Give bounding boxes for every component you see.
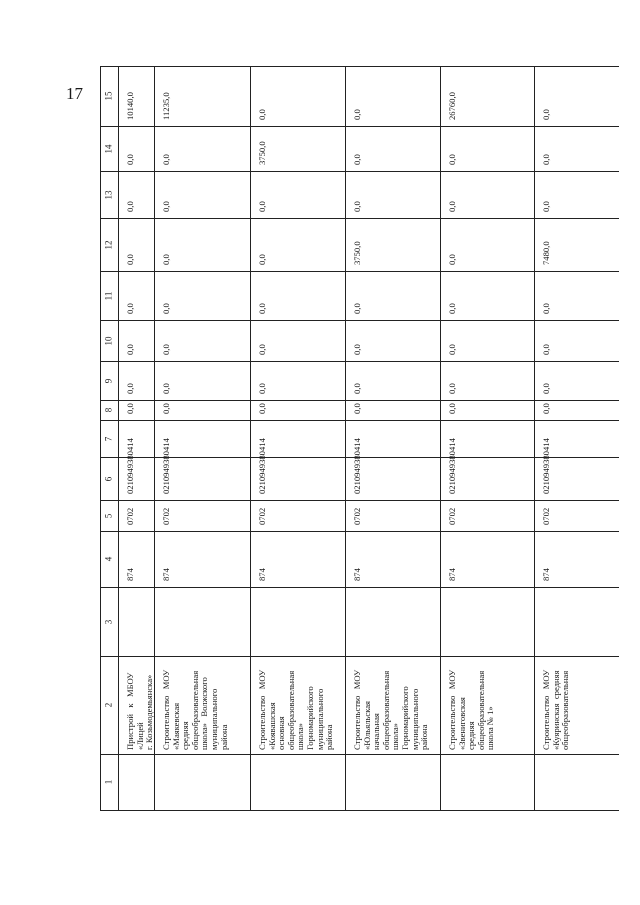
table-cell: 874	[541, 568, 551, 581]
column-divider	[100, 400, 619, 401]
column-number: 2	[103, 702, 114, 708]
column-divider	[100, 66, 619, 67]
row-divider	[440, 66, 441, 810]
table-cell: 0,0	[447, 154, 457, 165]
table-cell: 0,0	[125, 403, 135, 414]
row-description: Строительство МОУ «Звениговская средняя общеобразовательная школа № 1»	[447, 669, 496, 750]
table-cell: 0,0	[257, 303, 267, 314]
table-cell: 0,0	[447, 303, 457, 314]
table-cell: 0,0	[125, 254, 135, 265]
column-number: 15	[103, 91, 114, 101]
table-cell: 0210949380	[352, 451, 362, 494]
page-number: 17	[66, 84, 83, 103]
table-cell: 26760,0	[447, 92, 457, 120]
column-number: 13	[103, 190, 114, 199]
table-cell: 0,0	[541, 154, 551, 165]
table-cell: 0,0	[447, 201, 457, 212]
table-cell: 0,0	[257, 383, 267, 394]
row-description: Строительство МОУ «Юльяльская начальная общеобразовательная школа» Горномарийского муниципального района	[352, 669, 430, 750]
table-cell: 0,0	[161, 154, 171, 165]
table-cell: 0702	[161, 507, 171, 525]
column-divider	[100, 500, 619, 501]
table-cell: 414	[161, 438, 171, 451]
table-cell: 0,0	[352, 201, 362, 212]
table-cell: 3750,0	[257, 141, 267, 165]
column-divider	[100, 320, 619, 321]
table-cell: 0,0	[541, 344, 551, 355]
column-number: 11	[103, 291, 114, 300]
table-cell: 414	[125, 438, 135, 451]
table-cell: 0,0	[161, 303, 171, 314]
table-cell: 0,0	[125, 154, 135, 165]
header-separator	[118, 66, 119, 810]
table-cell: 414	[257, 438, 267, 451]
column-number: 6	[103, 476, 114, 481]
table-cell: 0,0	[541, 383, 551, 394]
table-cell: 0,0	[125, 344, 135, 355]
table-cell: 414	[352, 438, 362, 451]
column-number: 12	[103, 240, 114, 249]
table-cell: 0,0	[352, 403, 362, 414]
table-cell: 874	[125, 568, 135, 581]
table-cell: 3750,0	[352, 241, 362, 265]
column-divider	[100, 810, 619, 811]
row-description: Строительство МОУ «Маякевская средняя общеобразовательная школа» Волжского муниципального района	[161, 669, 229, 750]
table-cell: 0210949380	[125, 451, 135, 494]
column-divider	[100, 754, 619, 755]
column-number: 1	[103, 779, 114, 785]
column-number: 5	[103, 513, 114, 518]
table-cell: 874	[447, 568, 457, 581]
budget-table	[100, 66, 619, 810]
table-cell: 0702	[125, 507, 135, 525]
table-cell: 0,0	[352, 383, 362, 394]
table-cell: 0,0	[352, 154, 362, 165]
table-cell: 0,0	[352, 303, 362, 314]
row-divider	[345, 66, 346, 810]
table-cell: 0702	[447, 507, 457, 525]
row-description: Строительство МОУ «Куяринская средняя общеобразовательная	[541, 669, 571, 750]
table-cell: 0,0	[447, 344, 457, 355]
table-cell: 7480,0	[541, 241, 551, 265]
table-cell: 0,0	[161, 201, 171, 212]
table-cell: 0,0	[257, 344, 267, 355]
table-cell: 0702	[257, 507, 267, 525]
column-number: 10	[103, 336, 114, 345]
table-cell: 0,0	[161, 403, 171, 414]
column-divider	[100, 361, 619, 362]
table-cell: 0,0	[257, 109, 267, 120]
column-divider	[100, 218, 619, 219]
column-number: 8	[103, 407, 114, 413]
column-number: 3	[103, 619, 114, 624]
table-cell: 0,0	[161, 344, 171, 355]
table-cell: 0,0	[161, 254, 171, 265]
table-cell: 0210949380	[541, 451, 551, 494]
column-number: 14	[103, 144, 114, 153]
table-cell: 0,0	[257, 403, 267, 414]
row-divider	[534, 66, 535, 810]
column-divider	[100, 126, 619, 127]
table-cell: 0210949380	[447, 451, 457, 494]
column-number: 9	[103, 378, 114, 383]
column-divider	[100, 587, 619, 588]
table-cell: 0702	[352, 507, 362, 525]
table-cell: 0,0	[352, 344, 362, 355]
table-cell: 0210949380	[257, 451, 267, 494]
table-cell: 0,0	[125, 383, 135, 394]
table-cell: 0,0	[541, 201, 551, 212]
table-cell: 0,0	[541, 109, 551, 120]
table-cell: 874	[352, 568, 362, 581]
column-divider	[100, 271, 619, 272]
table-cell: 0,0	[125, 303, 135, 314]
table-cell: 0702	[541, 507, 551, 525]
table-cell: 874	[257, 568, 267, 581]
table-cell: 0,0	[161, 383, 171, 394]
table-cell: 414	[541, 438, 551, 451]
table-cell: 0,0	[257, 254, 267, 265]
table-cell: 414	[447, 438, 457, 451]
table-cell: 0,0	[352, 109, 362, 120]
column-number: 4	[103, 556, 114, 562]
table-cell: 0,0	[447, 254, 457, 265]
table-cell: 10140,0	[125, 92, 135, 120]
table-border	[100, 66, 101, 810]
column-divider	[100, 531, 619, 532]
row-description: Пристрой к МБОУ «Лицей г. Козьмодемьянска»	[125, 672, 155, 750]
table-cell: 0,0	[447, 383, 457, 394]
table-cell: 0,0	[541, 303, 551, 314]
column-number: 7	[103, 436, 114, 441]
column-divider	[100, 171, 619, 172]
table-cell: 0,0	[447, 403, 457, 414]
table-cell: 0,0	[125, 201, 135, 212]
row-description: Строительство МОУ «Коявашская основная общеобразовательная школа» Горномарийского муниципального района	[257, 669, 335, 750]
table-cell: 0,0	[257, 201, 267, 212]
table-cell: 0,0	[541, 403, 551, 414]
table-cell: 874	[161, 568, 171, 581]
table-cell: 11235,0	[161, 92, 171, 120]
column-divider	[100, 420, 619, 421]
row-divider	[250, 66, 251, 810]
table-cell: 0210949380	[161, 451, 171, 494]
